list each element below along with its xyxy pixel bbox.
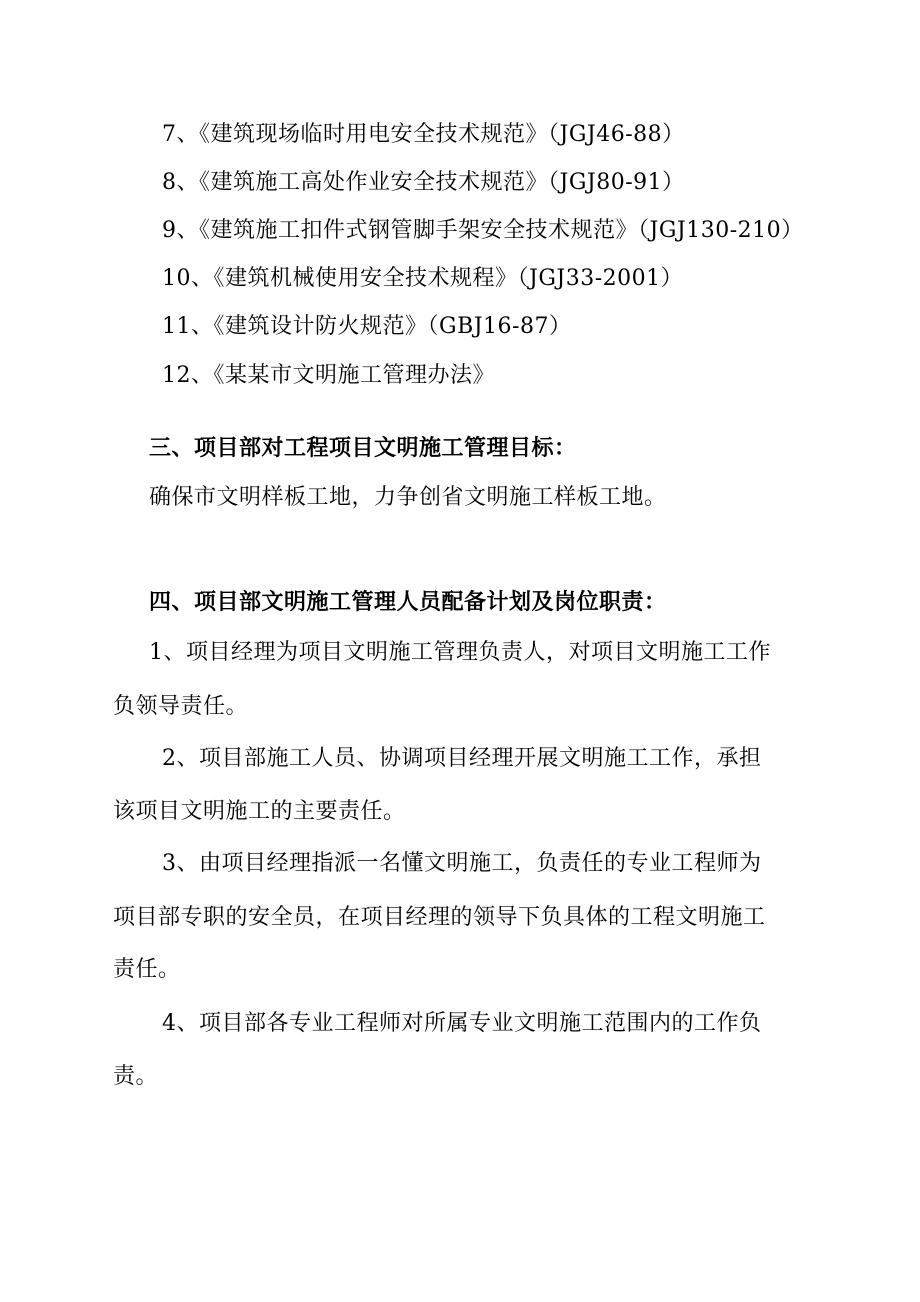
section-4-item-1-line-2: 负领导责任。 [113, 694, 249, 719]
reference-item-10: 10、《建筑机械使用安全技术规程》（JGJ33-2001） [162, 266, 684, 291]
reference-item-9: 9、《建筑施工扣件式钢管脚手架安全技术规范》（JGJ130-210） [162, 218, 804, 243]
section-4-item-2-line-2: 该项目文明施工的主要责任。 [113, 799, 406, 824]
section-4-heading: 四、项目部文明施工管理人员配备计划及岗位职责： [149, 590, 667, 615]
section-3-heading: 三、项目部对工程项目文明施工管理目标： [149, 436, 577, 461]
reference-item-7: 7、《建筑现场临时用电安全技术规范》（JGJ46-88） [162, 122, 685, 147]
section-4-item-3-line-2: 项目部专职的安全员，在项目经理的领导下负具体的工程文明施工 [113, 905, 766, 930]
section-4-item-1-line-1: 1、项目经理为项目文明施工管理负责人，对项目文明施工工作 [149, 640, 771, 665]
reference-item-11: 11、《建筑设计防火规范》（GBJ16-87） [162, 314, 572, 339]
section-4-item-4-line-1: 4、项目部各专业工程师对所属专业文明施工范围内的工作负 [162, 1011, 762, 1036]
section-4-item-3-line-1: 3、由项目经理指派一名懂文明施工，负责任的专业工程师为 [162, 851, 762, 876]
section-4-item-2-line-1: 2、项目部施工人员、协调项目经理开展文明施工工作，承担 [162, 746, 762, 771]
reference-item-12: 12、《某某市文明施工管理办法》 [162, 363, 495, 388]
section-4-item-3-line-3: 责任。 [113, 957, 181, 982]
reference-item-8: 8、《建筑施工高处作业安全技术规范》（JGJ80-91） [162, 170, 685, 195]
section-4-item-4-line-2: 责。 [113, 1064, 159, 1089]
section-3-body: 确保市文明样板工地，力争创省文明施工样板工地。 [149, 485, 667, 510]
